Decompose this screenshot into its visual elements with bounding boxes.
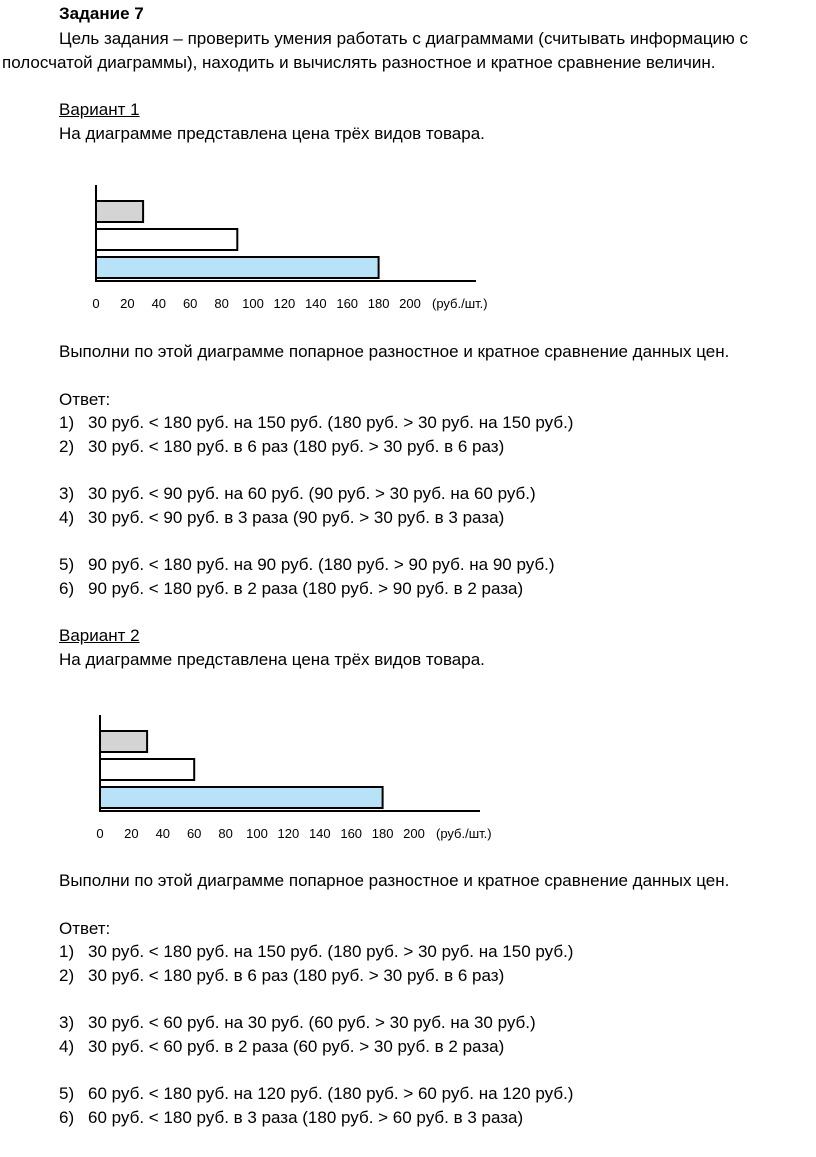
task-goal-line-2: полосчатой диаграммы), находить и вычислять разностное и кратное сравнение величин.: [2, 53, 716, 72]
x-axis-unit: (руб./шт.): [436, 826, 492, 841]
answer-text: 90 руб. < 180 руб. на 90 руб. (180 руб. > 90 руб. на 90 руб.): [88, 555, 555, 574]
answer-text: 60 руб. < 180 руб. в 3 раза (180 руб. > 60 руб. в 3 раза): [88, 1108, 524, 1127]
bar-1: [100, 731, 147, 752]
x-tick-label: 160: [340, 826, 363, 841]
bar-3: [96, 257, 379, 278]
answer-text: 30 руб. < 180 руб. на 150 руб. (180 руб. > 30 руб. на 150 руб.): [88, 413, 574, 432]
answer-number: 5): [59, 1084, 75, 1103]
task-title: Задание 7: [59, 4, 144, 23]
answer-text: 60 руб. < 180 руб. на 120 руб. (180 руб. > 60 руб. на 120 руб.): [88, 1084, 574, 1103]
variant-1-intro: На диаграмме представлена цена трёх видов товара.: [59, 124, 485, 143]
x-tick-label: 20: [124, 826, 139, 841]
answer-number: 6): [59, 579, 75, 598]
answer-number: 1): [59, 942, 75, 961]
variant-1-heading: Вариант 1: [59, 100, 140, 119]
x-axis-unit: (руб./шт.): [432, 296, 488, 311]
x-tick-label: 120: [273, 296, 296, 311]
x-tick-label: 20: [120, 296, 135, 311]
answer-text: 30 руб. < 90 руб. на 60 руб. (90 руб. > 30 руб. на 60 руб.): [88, 484, 536, 503]
x-tick-label: 100: [246, 826, 268, 841]
x-tick-label: 160: [336, 296, 359, 311]
x-tick-label: 140: [308, 826, 331, 841]
answer-number: 2): [59, 966, 75, 985]
answer-text: 30 руб. < 180 руб. на 150 руб. (180 руб. > 30 руб. на 150 руб.): [88, 942, 574, 961]
answer-text: 30 руб. < 180 руб. в 6 раз (180 руб. > 30 руб. в 6 раз): [88, 966, 505, 985]
x-tick-label: 100: [242, 296, 264, 311]
x-tick-label: 40: [151, 296, 167, 311]
answer-text: 30 руб. < 60 руб. на 30 руб. (60 руб. > 30 руб. на 30 руб.): [88, 1013, 536, 1032]
x-tick-label: 180: [367, 296, 390, 311]
answer-number: 3): [59, 484, 75, 503]
x-tick-label: 200: [399, 296, 421, 311]
answer-number: 1): [59, 413, 75, 432]
variant-2-intro: На диаграмме представлена цена трёх видов товара.: [59, 650, 485, 669]
variant-1-bar-chart: [0, 170, 520, 325]
answer-number: 6): [59, 1108, 75, 1127]
x-tick-label: 60: [186, 826, 202, 841]
variant-2-bar-chart: [4, 700, 524, 855]
variant-1-question: Выполни по этой диаграмме попарное разностное и кратное сравнение данных цен.: [59, 342, 730, 361]
bar-1: [96, 201, 143, 222]
x-tick-label: 60: [182, 296, 198, 311]
x-tick-label: 40: [155, 826, 171, 841]
x-tick-label: 80: [218, 826, 233, 841]
answer-text: 30 руб. < 60 руб. в 2 раза (60 руб. > 30 руб. в 2 раза): [88, 1037, 505, 1056]
x-tick-label: 200: [403, 826, 425, 841]
variant-2-answer-label: Ответ:: [59, 919, 111, 938]
bar-2: [96, 229, 237, 250]
answer-text: 30 руб. < 180 руб. в 6 раз (180 руб. > 30 руб. в 6 раз): [88, 437, 505, 456]
variant-2-heading: Вариант 2: [59, 626, 140, 645]
x-tick-label: 180: [371, 826, 394, 841]
x-tick-label: 0: [92, 296, 100, 311]
answer-number: 3): [59, 1013, 75, 1032]
answer-number: 4): [59, 1037, 75, 1056]
answer-number: 2): [59, 437, 75, 456]
variant-2-question: Выполни по этой диаграмме попарное разностное и кратное сравнение данных цен.: [59, 871, 730, 890]
bar-3: [100, 787, 383, 808]
task-goal-line-1: Цель задания – проверить умения работать с диаграммами (считывать информацию с: [59, 29, 749, 48]
variant-1-answer-label: Ответ:: [59, 390, 111, 409]
answer-number: 4): [59, 508, 75, 527]
x-tick-label: 140: [304, 296, 327, 311]
x-tick-label: 0: [96, 826, 104, 841]
answer-text: 30 руб. < 90 руб. в 3 раза (90 руб. > 30 руб. в 3 раза): [88, 508, 505, 527]
answer-number: 5): [59, 555, 75, 574]
x-tick-label: 120: [277, 826, 300, 841]
answer-text: 90 руб. < 180 руб. в 2 раза (180 руб. > 90 руб. в 2 раза): [88, 579, 524, 598]
x-tick-label: 80: [214, 296, 229, 311]
bar-2: [100, 759, 194, 780]
